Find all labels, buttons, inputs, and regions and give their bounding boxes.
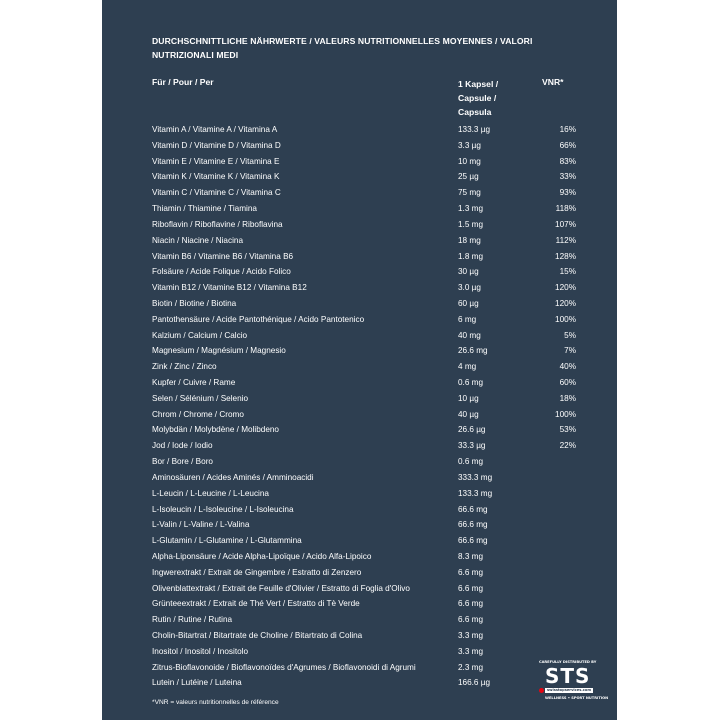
nutrient-amount: 3.3 mg — [458, 646, 484, 656]
nutrient-amount: 133.3 µg — [458, 125, 491, 134]
table-row — [152, 596, 576, 612]
table-row — [152, 438, 576, 454]
nutrient-vnr: 18% — [559, 393, 576, 403]
nutrient-amount: 26.6 µg — [458, 425, 486, 435]
nutrient-name: Grünteeextrakt / Extrait de Thé Vert / Estratto di Tè Verde — [152, 599, 360, 609]
nutrient-name: Kalzium / Calcium / Calcio — [152, 330, 248, 340]
nutrient-vnr: 15% — [559, 267, 576, 277]
table-row — [152, 612, 576, 628]
nutrient-amount: 75 mg — [458, 188, 481, 198]
nutrient-amount: 1.3 mg — [458, 204, 484, 214]
nutrient-amount: 40 µg — [458, 409, 479, 419]
table-row — [152, 454, 576, 470]
nutrient-vnr: 7% — [564, 346, 576, 356]
nutrient-vnr: 53% — [559, 425, 576, 435]
table-row — [152, 312, 576, 328]
nutrient-amount: 25 µg — [458, 172, 479, 182]
header-serving-label: Für / Pour / Per — [152, 77, 214, 87]
nutrient-name: Aminosäuren / Acides Aminés / Amminoacidi — [152, 472, 314, 482]
nutrient-name: Jod / Iode / Iodio — [152, 441, 213, 451]
footnote: *VNR = valeurs nutritionnelles de référence — [152, 699, 279, 706]
nutrient-amount: 4 mg — [458, 362, 477, 372]
table-row — [152, 533, 576, 549]
nutrient-amount: 6 mg — [458, 314, 477, 324]
nutrient-name: L-Glutamin / L-Glutamine / L-Glutammina — [152, 536, 302, 546]
table-row — [152, 502, 576, 518]
nutrient-name: Lutein / Lutéine / Luteina — [152, 678, 242, 688]
nutrient-vnr: 83% — [559, 156, 576, 166]
table-row — [152, 486, 576, 502]
table-row — [152, 122, 576, 138]
nutrient-name: Alpha-Liponsäure / Acide Alpha-Lipoïque / Acido Alfa-Lipoico — [152, 551, 372, 561]
nutrient-vnr: 118% — [555, 204, 576, 214]
nutrient-amount: 2.3 mg — [458, 662, 484, 672]
table-row — [152, 470, 576, 486]
nutrient-name: Biotin / Biotine / Biotina — [152, 298, 237, 308]
nutrient-name: Molybdän / Molybdène / Molibdeno — [152, 425, 279, 435]
table-row — [152, 138, 576, 154]
nutrient-name: L-Valin / L-Valine / L-Valina — [152, 520, 250, 530]
nutrient-amount: 0.6 mg — [458, 457, 484, 467]
table-row — [152, 328, 576, 344]
nutrient-vnr: 93% — [559, 188, 576, 198]
distributor-logo — [539, 660, 607, 704]
table-row — [152, 391, 576, 407]
nutrient-name: L-Leucin / L-Leucine / L-Leucina — [152, 488, 269, 498]
nutrient-name: Vitamin B6 / Vitamine B6 / Vitamina B6 — [152, 251, 294, 261]
nutrient-vnr: 22% — [559, 441, 576, 451]
nutrient-vnr: 112% — [555, 235, 576, 245]
table-row — [152, 644, 576, 660]
nutrient-name: Riboflavin / Riboflavine / Riboflavina — [152, 219, 283, 229]
nutrient-name: Inositol / Inositol / Inositolo — [152, 646, 249, 656]
nutrient-name: Rutin / Rutine / Rutina — [152, 615, 233, 625]
nutrient-name: Kupfer / Cuivre / Rame — [152, 378, 236, 387]
nutrient-amount: 66.6 mg — [458, 520, 488, 530]
nutrient-amount: 40 mg — [458, 330, 481, 340]
nutrient-name: Pantothensäure / Acide Pantothénique / Acido Pantotenico — [152, 314, 365, 324]
nutrient-table — [152, 122, 576, 691]
nutrient-amount: 333.3 mg — [458, 472, 493, 482]
nutrient-name: Vitamin C / Vitamine C / Vitamina C — [152, 188, 281, 198]
nutrient-name: Zitrus-Bioflavonoide / Bioflavonoïdes d'Agrumes / Bioflavonoidi di Agrumi — [152, 662, 416, 672]
nutrient-vnr: 5% — [564, 330, 576, 340]
nutrition-label — [102, 0, 617, 720]
logo-wordmark: STS — [545, 664, 591, 688]
nutrient-amount: 10 mg — [458, 156, 481, 166]
nutrient-amount: 10 µg — [458, 393, 479, 403]
table-row — [152, 422, 576, 438]
logo-top-text: CAREFULLY DISTRIBUTED BY — [539, 660, 597, 664]
nutrient-name: Vitamin K / Vitamine K / Vitamina K — [152, 172, 280, 182]
nutrient-amount: 1.8 mg — [458, 251, 484, 261]
nutrient-amount: 6.6 mg — [458, 615, 484, 625]
header-vnr-column: VNR* — [542, 77, 564, 87]
nutrient-name: Chrom / Chrome / Cromo — [152, 409, 244, 419]
header-amount-column: 1 Kapsel / Capsule / Capsula — [458, 79, 499, 117]
table-row — [152, 660, 576, 676]
nutrient-name: Folsäure / Acide Folique / Acido Folico — [152, 267, 291, 277]
nutrient-name: Thiamin / Thiamine / Tiamina — [152, 204, 257, 214]
table-row — [152, 217, 576, 233]
nutrient-name: Bor / Bore / Boro — [152, 457, 213, 467]
nutrient-vnr: 128% — [555, 251, 576, 261]
nutrient-vnr: 16% — [559, 125, 576, 134]
page-title: DURCHSCHNITTLICHE NÄHRWERTE / VALEURS NUTRITIONNELLES MOYENNES / VALORI NUTRIZIONALI MEDI — [152, 36, 533, 60]
nutrient-amount: 26.6 mg — [458, 346, 488, 356]
nutrient-amount: 166.6 µg — [458, 678, 491, 688]
nutrient-amount: 0.6 mg — [458, 378, 484, 387]
nutrient-name: Olivenblattextrakt / Extrait de Feuille d'Olivier / Estratto di Foglia d'Olivo — [152, 583, 410, 593]
nutrient-amount: 133.3 mg — [458, 488, 493, 498]
table-row — [152, 154, 576, 170]
nutrient-vnr: 66% — [559, 140, 576, 150]
table-row — [152, 517, 576, 533]
table-row — [152, 280, 576, 296]
nutrient-name: L-Isoleucin / L-Isoleucine / L-Isoleucina — [152, 504, 294, 514]
nutrient-amount: 1.5 mg — [458, 219, 484, 229]
nutrient-amount: 6.6 mg — [458, 599, 484, 609]
table-row — [152, 549, 576, 565]
table-row — [152, 407, 576, 423]
table-row — [152, 343, 576, 359]
nutrient-name: Magnesium / Magnésium / Magnesio — [152, 346, 286, 356]
nutrient-amount: 3.3 mg — [458, 631, 484, 640]
table-row — [152, 233, 576, 249]
table-row — [152, 581, 576, 597]
table-row — [152, 359, 576, 375]
logo-tagline: WELLNESS • SPORT NUTRITION — [545, 696, 609, 700]
nutrient-vnr: 107% — [555, 219, 576, 229]
table-row — [152, 169, 576, 185]
logo-badge-icon — [539, 688, 544, 693]
table-row — [152, 249, 576, 265]
table-row — [152, 264, 576, 280]
nutrient-vnr: 60% — [559, 378, 576, 387]
nutrient-name: Vitamin E / Vitamine E / Vitamina E — [152, 156, 280, 166]
table-row — [152, 565, 576, 581]
nutrient-amount: 6.6 mg — [458, 567, 484, 577]
nutrient-amount: 18 mg — [458, 235, 481, 245]
nutrient-name: Niacin / Niacine / Niacina — [152, 235, 244, 245]
nutrient-name: Selen / Sélénium / Selenio — [152, 393, 249, 403]
nutrient-name: Ingwerextrakt / Extrait de Gingembre / Estratto di Zenzero — [152, 567, 362, 577]
nutrient-amount: 3.0 µg — [458, 283, 481, 293]
nutrient-amount: 66.6 mg — [458, 504, 488, 514]
nutrient-vnr: 120% — [555, 298, 576, 308]
table-row — [152, 628, 576, 644]
table-row — [152, 296, 576, 312]
nutrient-amount: 30 µg — [458, 267, 479, 277]
nutrient-vnr: 40% — [559, 362, 576, 372]
nutrient-amount: 60 µg — [458, 298, 479, 308]
table-row — [152, 201, 576, 217]
nutrient-name: Cholin-Bitartrat / Bitartrate de Choline / Bitartrato di Colina — [152, 631, 363, 640]
table-row — [152, 675, 576, 691]
nutrient-vnr: 120% — [555, 283, 576, 293]
nutrient-name: Vitamin A / Vitamine A / Vitamina A — [152, 125, 278, 134]
nutrient-name: Zink / Zinc / Zinco — [152, 362, 217, 372]
nutrient-vnr: 33% — [559, 172, 576, 182]
table-row — [152, 185, 576, 201]
nutrient-amount: 6.6 mg — [458, 583, 484, 593]
nutrient-amount: 3.3 µg — [458, 140, 481, 150]
nutrient-amount: 8.3 mg — [458, 551, 484, 561]
nutrient-name: Vitamin B12 / Vitamine B12 / Vitamina B12 — [152, 283, 307, 293]
nutrient-vnr: 100% — [555, 409, 576, 419]
table-row — [152, 375, 576, 391]
nutrient-vnr: 100% — [555, 314, 576, 324]
nutrient-amount: 66.6 mg — [458, 536, 488, 546]
logo-url: swisstopservices.com — [547, 688, 592, 692]
nutrient-amount: 33.3 µg — [458, 441, 486, 451]
nutrient-name: Vitamin D / Vitamine D / Vitamina D — [152, 140, 281, 150]
